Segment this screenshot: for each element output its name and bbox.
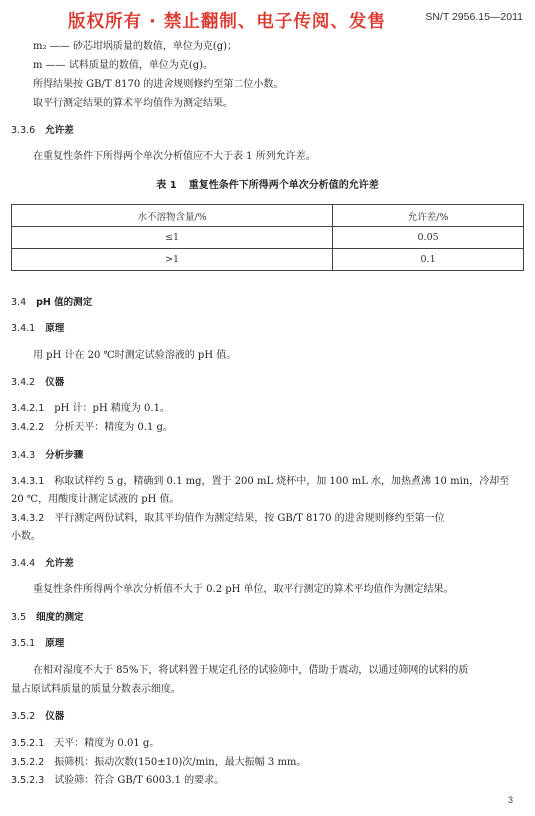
table-1-caption: 表 1 重复性条件下所得两个单次分析值的允许差 — [156, 180, 379, 191]
table-header-cell: 水不溶物含量/% — [12, 205, 333, 227]
item-3-4-2-2: 3.4.2.2 分析天平：精度为 0.1 g。 — [11, 422, 173, 433]
item-3-5-2-1: 3.5.2.1 天平：精度为 0.01 g。 — [11, 738, 160, 749]
table-row — [12, 227, 524, 249]
section-3-4-4-text: 重复性条件所得两个单次分析值不大于 0.2 pH 单位，取平行测定的算术平均值作为测定结果。 — [33, 584, 454, 595]
tolerance-table — [11, 204, 524, 271]
table-cell: 0.1 — [333, 249, 524, 271]
item-3-4-3-2-cont: 小数。 — [11, 531, 41, 542]
section-3-4-1-text: 用 pH 计在 20 ℃时测定试验溶液的 pH 值。 — [33, 350, 237, 361]
item-3-4-3-1: 3.4.3.1 称取试样约 5 g，精确到 0.1 mg，置于 200 mL 烧杯中，加 100 mL 水，加热煮沸 10 min，冷却至 — [11, 476, 510, 487]
section-3-4-1-heading: 3.4.1 原理 — [11, 323, 65, 334]
section-3-5-1-text-cont: 量占原试料质量的质量分数表示细度。 — [11, 684, 181, 695]
average-rule: 取平行测定结果的算术平均值作为测定结果。 — [33, 98, 233, 109]
item-3-4-3-2: 3.4.3.2 平行测定两份试料，取其平均值作为测定结果，按 GB/T 8170 的进舍规则修约至第一位 — [11, 513, 445, 524]
section-3-5-1-heading: 3.5.1 原理 — [11, 638, 65, 649]
section-3-3-6-text: 在重复性条件下所得两个单次分析值应不大于表 1 所列允许差。 — [33, 151, 316, 162]
standard-code: SN/T 2956.15—2011 — [425, 11, 523, 23]
rounding-rule: 所得结果按 GB/T 8170 的进舍规则修约至第二位小数。 — [33, 79, 284, 90]
section-3-4-heading: 3.4 pH 值的测定 — [11, 297, 93, 308]
section-3-5-heading: 3.5 细度的测定 — [11, 612, 84, 623]
table-row — [12, 249, 524, 271]
var-m-definition: m —— 试料质量的数值，单位为克(g)。 — [33, 60, 214, 71]
table-header-row — [12, 205, 524, 227]
section-3-3-6-heading: 3.3.6 允许差 — [11, 125, 74, 136]
item-3-5-2-3: 3.5.2.3 试验筛：符合 GB/T 6003.1 的要求。 — [11, 775, 225, 786]
section-3-4-4-heading: 3.4.4 允许差 — [11, 558, 74, 569]
watermark: 版权所有 · 禁止翻制、电子传阅、发售 — [68, 12, 386, 32]
section-3-5-2-heading: 3.5.2 仪器 — [11, 711, 65, 722]
var-m2-definition: m₂ —— 砂芯坩埚质量的数值，单位为克(g)； — [33, 41, 238, 52]
item-3-4-2-1: 3.4.2.1 pH 计：pH 精度为 0.1。 — [11, 403, 170, 414]
table-cell: 0.05 — [333, 227, 524, 249]
page-number: 3 — [507, 795, 513, 805]
table-cell: ≤1 — [12, 227, 333, 249]
table-cell: >1 — [12, 249, 333, 271]
item-3-4-3-1-cont: 20 ℃，用酸度计测定试液的 pH 值。 — [11, 494, 180, 505]
section-3-4-2-heading: 3.4.2 仪器 — [11, 377, 65, 388]
table-header-cell: 允许差/% — [333, 205, 524, 227]
item-3-5-2-2: 3.5.2.2 振筛机：振动次数(150±10)次/min，最大振幅 3 mm。 — [11, 757, 307, 768]
section-3-5-1-text: 在相对湿度不大于 85%下，将试料置于规定孔径的试验筛中，借助于震动，以通过筛网的试料的质 — [33, 665, 469, 676]
section-3-4-3-heading: 3.4.3 分析步骤 — [11, 450, 84, 461]
